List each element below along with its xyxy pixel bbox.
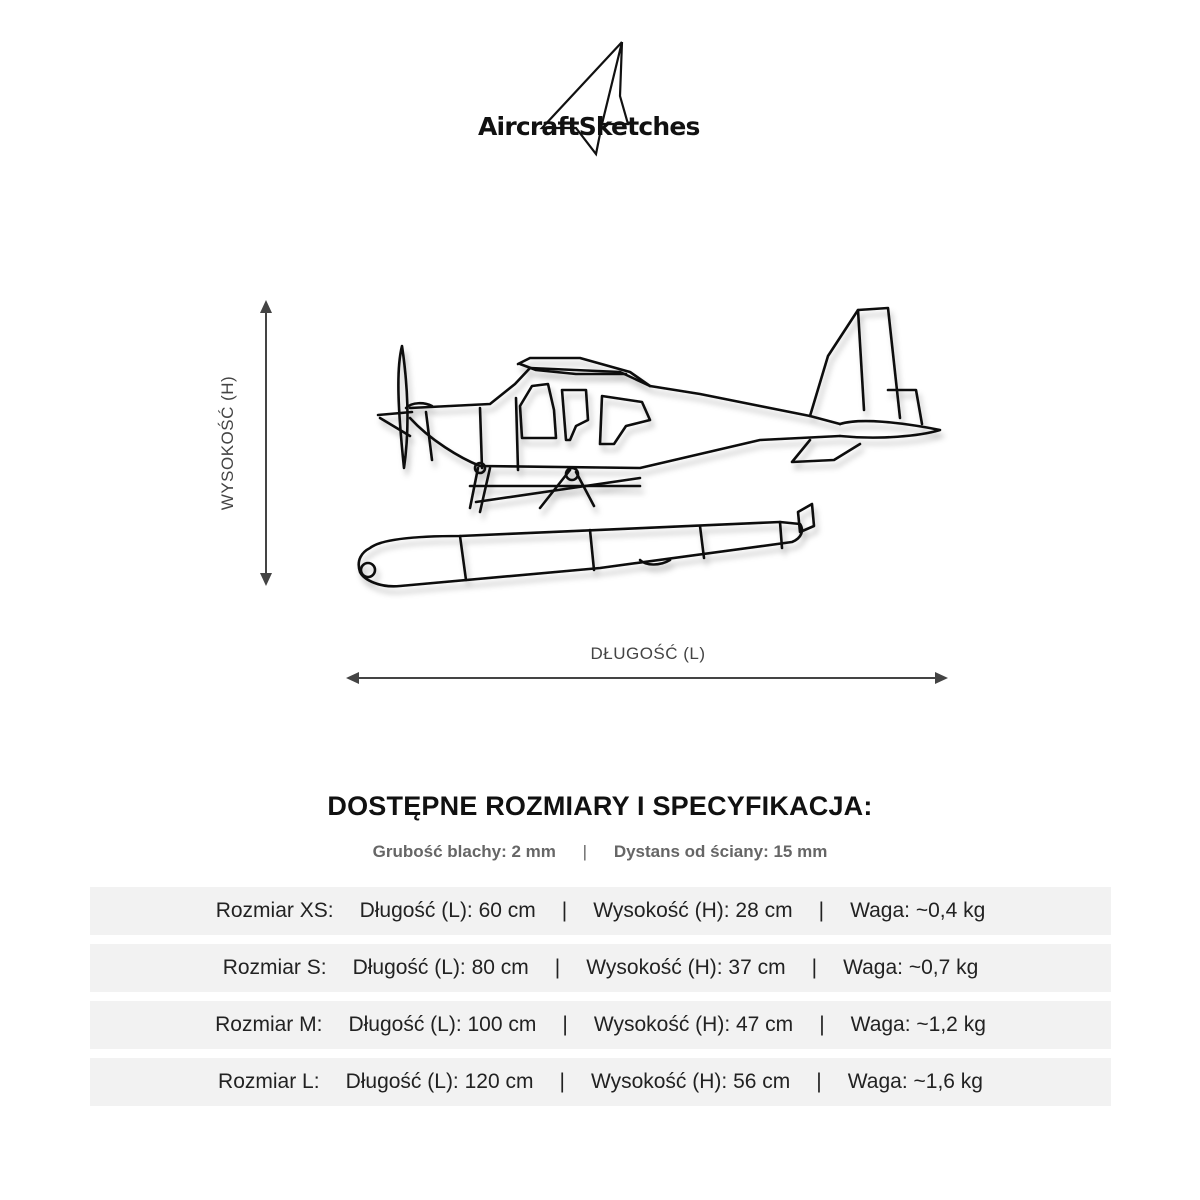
table-row — [90, 1001, 1111, 1049]
height-value: Wysokość (H): 28 cm — [593, 899, 793, 922]
logo-plane-mark-icon — [470, 36, 730, 160]
weight-value: Waga: ~0,7 kg — [843, 956, 979, 979]
seaplane-silhouette — [340, 290, 960, 610]
height-arrow — [255, 300, 277, 586]
table-row — [90, 1058, 1111, 1106]
length-value: Długość (L): 100 cm — [348, 1013, 537, 1036]
separator: | — [818, 899, 825, 922]
sizes-table — [90, 887, 1111, 1115]
table-row — [90, 887, 1111, 935]
separator: | — [562, 1013, 568, 1036]
table-row — [90, 944, 1111, 992]
separator: | — [819, 1013, 825, 1036]
separator: | — [811, 956, 818, 979]
logo-text: AircraftSketches — [478, 112, 700, 141]
weight-value: Waga: ~0,4 kg — [850, 899, 986, 922]
spec-subtitle — [0, 842, 1200, 862]
separator: | — [582, 842, 588, 861]
sheet-thickness: Grubość blachy: 2 mm — [372, 842, 556, 861]
size-name: Rozmiar XS: — [215, 899, 334, 922]
size-name: Rozmiar L: — [218, 1070, 320, 1093]
height-value: Wysokość (H): 56 cm — [590, 1070, 791, 1093]
length-value: Długość (L): 120 cm — [345, 1070, 534, 1093]
height-label: WYSOKOŚĆ (H) — [218, 375, 237, 511]
weight-value: Waga: ~1,6 kg — [847, 1070, 983, 1093]
size-name: Rozmiar S: — [222, 956, 327, 979]
wall-distance: Dystans od ściany: 15 mm — [613, 842, 828, 861]
brand-logo — [470, 36, 730, 160]
length-value: Długość (L): 60 cm — [359, 899, 536, 922]
separator: | — [559, 1070, 565, 1093]
separator: | — [554, 956, 561, 979]
separator: | — [816, 1070, 822, 1093]
length-value: Długość (L): 80 cm — [352, 956, 529, 979]
height-value: Wysokość (H): 47 cm — [593, 1013, 794, 1036]
length-arrow — [346, 669, 948, 687]
weight-value: Waga: ~1,2 kg — [850, 1013, 986, 1036]
size-name: Rozmiar M: — [215, 1013, 323, 1036]
separator: | — [561, 899, 568, 922]
height-value: Wysokość (H): 37 cm — [586, 956, 786, 979]
length-label: DŁUGOŚĆ (L) — [590, 644, 706, 663]
spec-title: DOSTĘPNE ROZMIARY I SPECYFIKACJA: — [327, 791, 873, 821]
